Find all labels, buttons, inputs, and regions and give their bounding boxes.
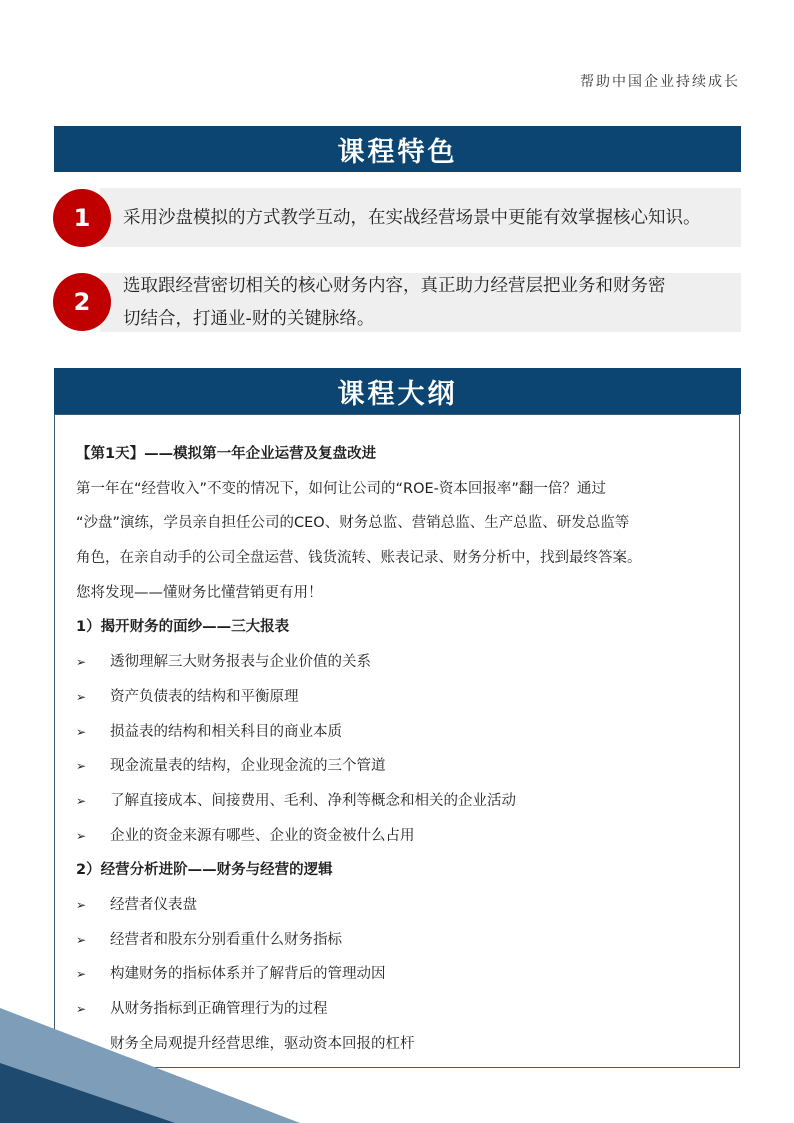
intro-line-1: 第一年在“经营收入”不变的情况下，如何让公司的“ROE-资本回报率”翻一倍？通过 [76,480,606,497]
part2-item [76,888,726,923]
part1-item-text: 透彻理解三大财务报表与企业价值的关系 [110,654,371,671]
header-tagline: 帮助中国企业持续成长 [580,74,740,90]
part2-item [76,923,726,958]
part2-item-text: 构建财务的指标体系并了解背后的管理动因 [110,966,386,983]
feature-number-1: 1 [53,189,111,247]
part1-item [76,819,726,854]
bullet-icon: ➢ [76,793,87,808]
bullet-icon: ➢ [76,967,87,982]
bullet-icon: ➢ [76,932,87,947]
feature-2-line-1: 选取跟经营密切相关的核心财务内容，真正助力经营层把业务和财务密 [123,276,666,296]
bullet-icon: ➢ [76,655,87,670]
feature-number-2: 2 [53,273,111,331]
feature-text-1 [123,202,738,235]
part1-heading: 1）揭开财务的面纱——三大报表 [76,619,290,636]
day1-heading: 【第1天】——模拟第一年企业运营及复盘改进 [76,446,377,462]
part1-item [76,645,726,680]
part1-item-text: 资产负债表的结构和平衡原理 [110,688,299,705]
feature-text-2 [123,270,738,336]
intro-line-2: “沙盘”演练，学员亲自担任公司的CEO、财务总监、营销总监、生产总监、研发总监等 [76,515,630,532]
bullet-icon: ➢ [76,897,87,912]
outline-title: 课程大纲 [54,368,741,414]
bullet-icon: ➢ [76,724,87,739]
bullet-icon: ➢ [76,828,87,843]
intro-line-4: 您将发现——懂财务比懂营销更有用！ [76,584,323,601]
bullet-icon: ➢ [76,759,87,774]
part2-item [76,957,726,992]
intro-line-3: 角色，在亲自动手的公司全盘运营、钱货流转、账表记录、财务分析中，找到最终答案。 [76,550,642,567]
part2-item-text: 经营者和股东分别看重什么财务指标 [110,931,342,948]
part1-item [76,715,726,750]
bullet-icon: ➢ [76,689,87,704]
bullet-icon: ➢ [76,1002,87,1016]
part2-item-text: 从财务指标到正确管理行为的过程 [110,1001,328,1017]
feature-2-line-2: 切结合，打通业-财的关键脉络。 [123,309,375,329]
features-title: 课程特色 [54,126,741,172]
corner-decoration [0,1008,300,1123]
feature-1-line-1: 采用沙盘模拟的方式教学互动，在实战经营场景中更能有效掌握核心知识。 [123,208,701,228]
part2-heading: 2）经营分析进阶——财务与经营的逻辑 [76,862,333,879]
part1-item [76,680,726,715]
part1-item [76,749,726,784]
part1-item-text: 了解直接成本、间接费用、毛利、净利等概念和相关的企业活动 [110,792,516,809]
outline-content [76,437,726,1061]
part2-item-text: 经营者仪表盘 [110,896,197,913]
part1-item-text: 损益表的结构和相关科目的商业本质 [110,723,342,740]
part1-item-text: 现金流量表的结构，企业现金流的三个管道 [110,758,386,775]
part1-item [76,784,726,819]
part2-item-text: 财务全局观提升经营思维，驱动资本回报的杠杆 [110,1035,415,1052]
part1-item-text: 企业的资金来源有哪些、企业的资金被什么占用 [110,827,415,844]
